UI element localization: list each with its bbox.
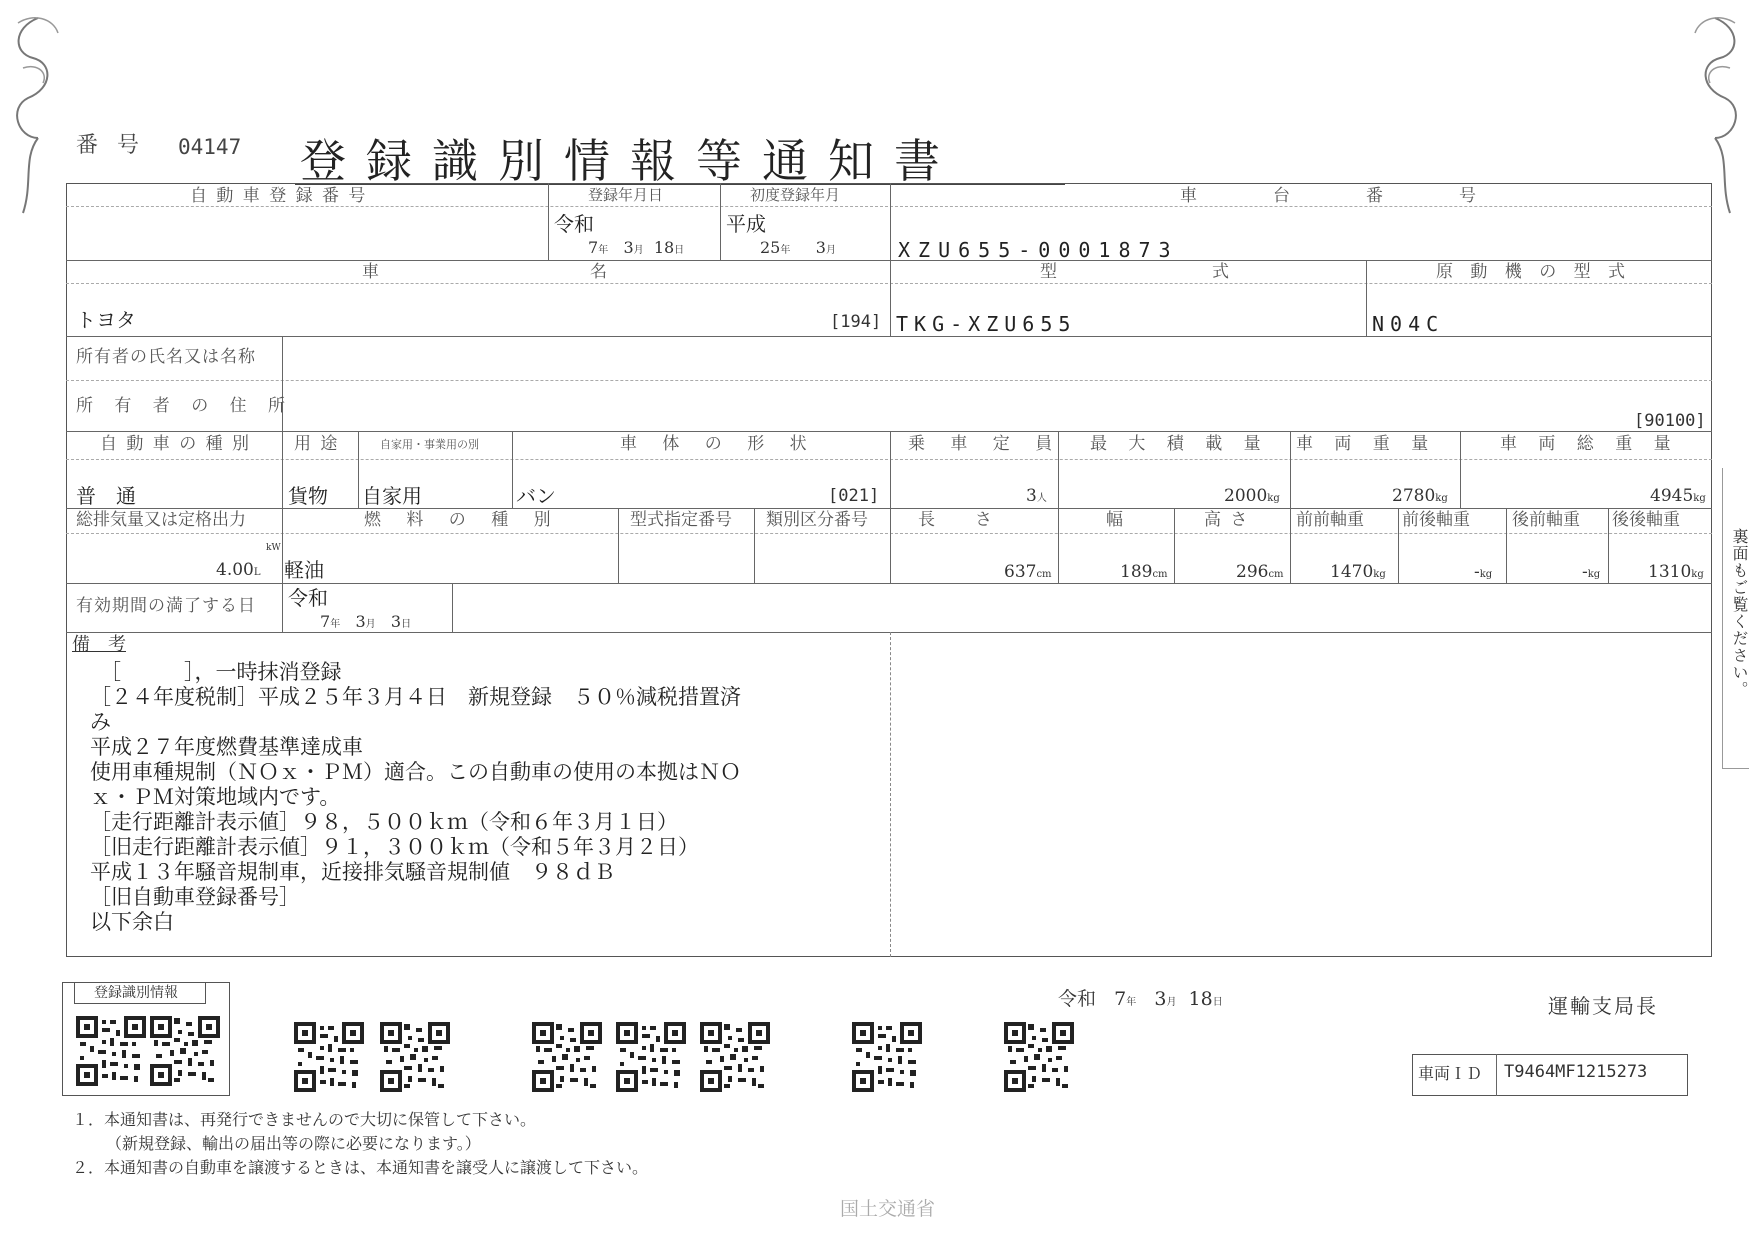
owner-name-label: 所有者の氏名又は名称 [76,347,256,367]
first-reg-label: 初度登録年月 [750,186,841,204]
length-value: 637 [1004,562,1037,582]
rule [1460,431,1461,508]
expiry-month: 3 [355,612,366,631]
issuer: 運輸支局長 [1548,994,1658,1018]
qr-code-icon [1004,1022,1074,1092]
car-name-label-2: 名 [590,262,609,282]
unit-day: 日 [1212,997,1223,1008]
rule [1506,508,1507,583]
owner-address-label: 所 有 者 の 住 所 [76,396,294,416]
vehicle-weight-label: 車 両 重 量 [1296,434,1437,454]
ff-axle-value: 1470 [1330,562,1374,582]
displacement-value: 4.00 [216,560,254,580]
issue-month: 3 [1154,988,1167,1010]
qr-code-icon [532,1022,602,1092]
gross-weight-value: 4945 [1650,486,1694,506]
remarks-list [90,656,741,934]
rule [282,583,283,632]
rule [890,183,891,336]
reg-date-label: 登録年月日 [588,186,664,204]
unit-person: 人 [1036,493,1047,504]
unit-kw: kW [266,543,281,553]
rule [66,336,1712,337]
qr-code-icon [380,1022,450,1092]
length-cell [1004,564,1052,581]
rule [618,508,619,583]
ff-axle-cell [1330,564,1386,581]
first-era: 平成 [726,212,766,236]
unit-cm: cm [1268,569,1284,580]
rule [452,583,453,632]
model-label-2: 式 [1212,262,1231,282]
unit-kg: kg [1693,493,1706,504]
rule [66,632,1712,633]
usage-label: 用 途 [294,434,340,454]
reg-era: 令和 [554,212,594,236]
rule [66,431,1712,432]
gross-weight-label: 車 両 総 重 量 [1500,434,1679,454]
rule [548,183,549,260]
qr-code-icon [852,1022,922,1092]
rule [66,459,1712,460]
remarks-line: ｘ・ＰＭ対策地域内です。 [90,785,341,809]
rule [1174,508,1175,583]
expiry-era: 令和 [288,586,328,610]
body-shape-value: バン [516,484,556,508]
first-month: 3 [815,238,826,257]
remarks-line: 平成１３年騒音規制車，近接排気騒音規制値 ９８ｄＢ [90,860,615,884]
unit-kg: kg [1435,493,1448,504]
issue-year: 7 [1114,988,1127,1010]
rule [66,283,1712,284]
rule [66,260,1712,261]
engine-model-label: 原 動 機 の 型 式 [1436,262,1632,282]
expiry-day: 3 [390,612,402,631]
unit-kg: kg [1373,569,1386,580]
remarks-line: ［ ］，一時抹消登録 [100,660,342,684]
displacement-cell [216,562,261,579]
unit-kg: kg [1691,569,1704,580]
ff-axle-label: 前前軸重 [1296,510,1364,530]
unit-month: 月 [825,245,836,256]
rule [282,336,283,431]
expiry-year: 7 [320,612,331,631]
remarks-line: ［２４年度税制］平成２５年３月４日 新規登録 ５０％減税措置済 [90,685,741,709]
unit-cm: cm [1036,569,1052,580]
gross-weight-cell [1650,488,1706,505]
issue-date [1058,990,1223,1009]
capacity-cell [1026,488,1047,505]
expiry-date [320,614,411,630]
unit-month: 月 [1166,997,1177,1008]
rule [754,508,755,583]
car-name-code: [194] [830,312,882,332]
private-business-value: 自家用 [362,484,422,508]
qr-code-icon [150,1016,220,1086]
remarks-line: 平成２７年度燃費基準達成車 [90,735,363,759]
reg-month: 3 [623,238,634,257]
rule [1496,1054,1497,1096]
vehicle-id-label: 車両ＩＤ [1418,1064,1483,1083]
fr-axle-value: - [1474,562,1480,582]
type-designation-label: 型式指定番号 [630,510,732,530]
chassis-number: XZU655-0001873 [898,238,1179,262]
unit-month: 月 [365,619,376,630]
width-value: 189 [1120,562,1153,582]
id-info-label: 登録識別情報 [94,985,178,1001]
rule [282,508,283,583]
rule [1398,508,1399,583]
remarks-line: ［旧走行距離計表示値］９１，３００ｋｍ（令和５年３月２日） [90,835,699,859]
unit-liter: L [253,567,261,578]
remarks-line: み [90,710,111,734]
height-cell [1236,564,1284,581]
fr-axle-label: 前後軸重 [1402,510,1470,530]
footer-note: （新規登録、輸出の届出等の際に必要になります。） [106,1134,481,1153]
unit-kg: kg [1479,569,1493,580]
vehicle-type-label: 自 動 車 の 種 別 [100,434,252,454]
max-load-value: 2000 [1224,486,1268,506]
rule [890,431,891,583]
qr-code-icon [76,1016,146,1086]
unit-kg: kg [1587,569,1601,580]
vehicle-type-value: 普 通 [76,484,136,508]
document-title: 登録識別情報等通知書 [300,134,960,188]
remarks-line: ［走行距離計表示値］９８，５００ｋｍ（令和６年３月１日） [90,810,678,834]
rule [66,508,1712,509]
remarks-line: 以下余白 [90,910,174,934]
rule [66,533,1712,534]
vehicle-weight-cell [1392,488,1448,505]
engine-value: N04C [1372,312,1445,336]
capacity-label: 乗 車 定 員 [908,434,1063,454]
issue-era: 令和 [1058,988,1097,1010]
height-value: 296 [1236,562,1269,582]
rule [1290,431,1291,583]
body-shape-label: 車 体 の 形 状 [620,434,817,454]
model-value: TKG-XZU655 [896,312,1077,336]
side-note: 裏面もご覧ください。 [1730,528,1749,698]
rr-axle-value: 1310 [1648,562,1692,582]
rule [1366,260,1367,336]
car-name-label-1: 車 [362,262,381,282]
ministry-mark: 国土交通省 [840,1198,936,1220]
max-load-label: 最 大 積 載 量 [1090,434,1269,454]
rule [282,431,283,508]
footer-note: １．本通知書は、再発行できませんので大切に保管して下さい。 [72,1110,537,1129]
reg-number-label: 自 動 車 登 録 番 号 [190,186,368,206]
rf-axle-label: 後前軸重 [1512,510,1580,530]
unit-day: 日 [674,245,685,256]
unit-year: 年 [598,245,609,256]
rule [1608,508,1609,583]
rule [66,206,1712,207]
max-load-cell [1224,488,1280,505]
qr-code-icon [616,1022,686,1092]
fuel-value: 軽油 [284,558,324,582]
private-business-label: 自家用・事業用の別 [380,438,479,451]
issue-day: 18 [1188,988,1213,1010]
qr-code-icon [294,1022,364,1092]
reg-year: 7 [588,238,599,257]
corner-ornament-left [8,8,68,228]
unit-year: 年 [330,619,341,630]
qr-code-icon [700,1022,770,1092]
unit-cm: cm [1152,569,1168,580]
unit-kg: kg [1267,493,1280,504]
rule [66,380,1712,381]
rr-axle-label: 後後軸重 [1612,510,1680,530]
length-label: 長 さ [918,510,994,530]
rule [720,183,721,260]
body-code: [021] [828,486,880,506]
model-label-1: 型 [1040,262,1059,282]
unit-month: 月 [633,245,644,256]
rule [358,431,359,508]
unit-year: 年 [1126,997,1137,1008]
rule [66,583,1712,584]
remarks-label: 備 考 [72,634,126,655]
rule [890,632,891,957]
footer-note: ２．本通知書の自動車を譲渡するときは、本通知書を譲受人に譲渡して下さい。 [72,1158,649,1177]
width-cell [1120,564,1168,581]
displacement-label: 総排気量又は定格出力 [76,510,246,530]
remarks-line: ［旧自動車登録番号］ [90,885,300,909]
chassis-label: 車 台 番 号 [1180,186,1490,206]
capacity-value: 3 [1026,486,1037,506]
reg-day: 18 [653,238,675,257]
vehicle-id-value: T9464MF1215273 [1504,1062,1648,1082]
fr-axle-cell [1474,564,1492,581]
rr-axle-cell [1648,564,1704,581]
usage-value: 貨物 [288,484,328,508]
remarks-line: 使用車種規制（ＮＯｘ・ＰＭ）適合。この自動車の使用の本拠はＮＯ [90,760,741,784]
rule [512,431,513,508]
number-label: 番 号 [76,133,145,158]
width-label: 幅 [1106,510,1125,530]
expiry-label: 有効期間の満了する日 [76,596,256,616]
first-reg-date [760,240,836,256]
unit-year: 年 [780,245,791,256]
car-name: トヨタ [76,308,136,332]
address-code: [90100] [1634,411,1706,431]
height-label: 高 さ [1204,510,1250,530]
vehicle-weight-value: 2780 [1392,486,1436,506]
fuel-label: 燃 料 の 種 別 [364,510,561,530]
unit-day: 日 [401,619,412,630]
category-number-label: 類別区分番号 [766,510,868,530]
rf-axle-cell [1582,564,1600,581]
reg-date [588,240,684,256]
number-value: 04147 [178,135,242,159]
first-year: 25 [760,238,781,257]
rf-axle-value: - [1582,562,1588,582]
